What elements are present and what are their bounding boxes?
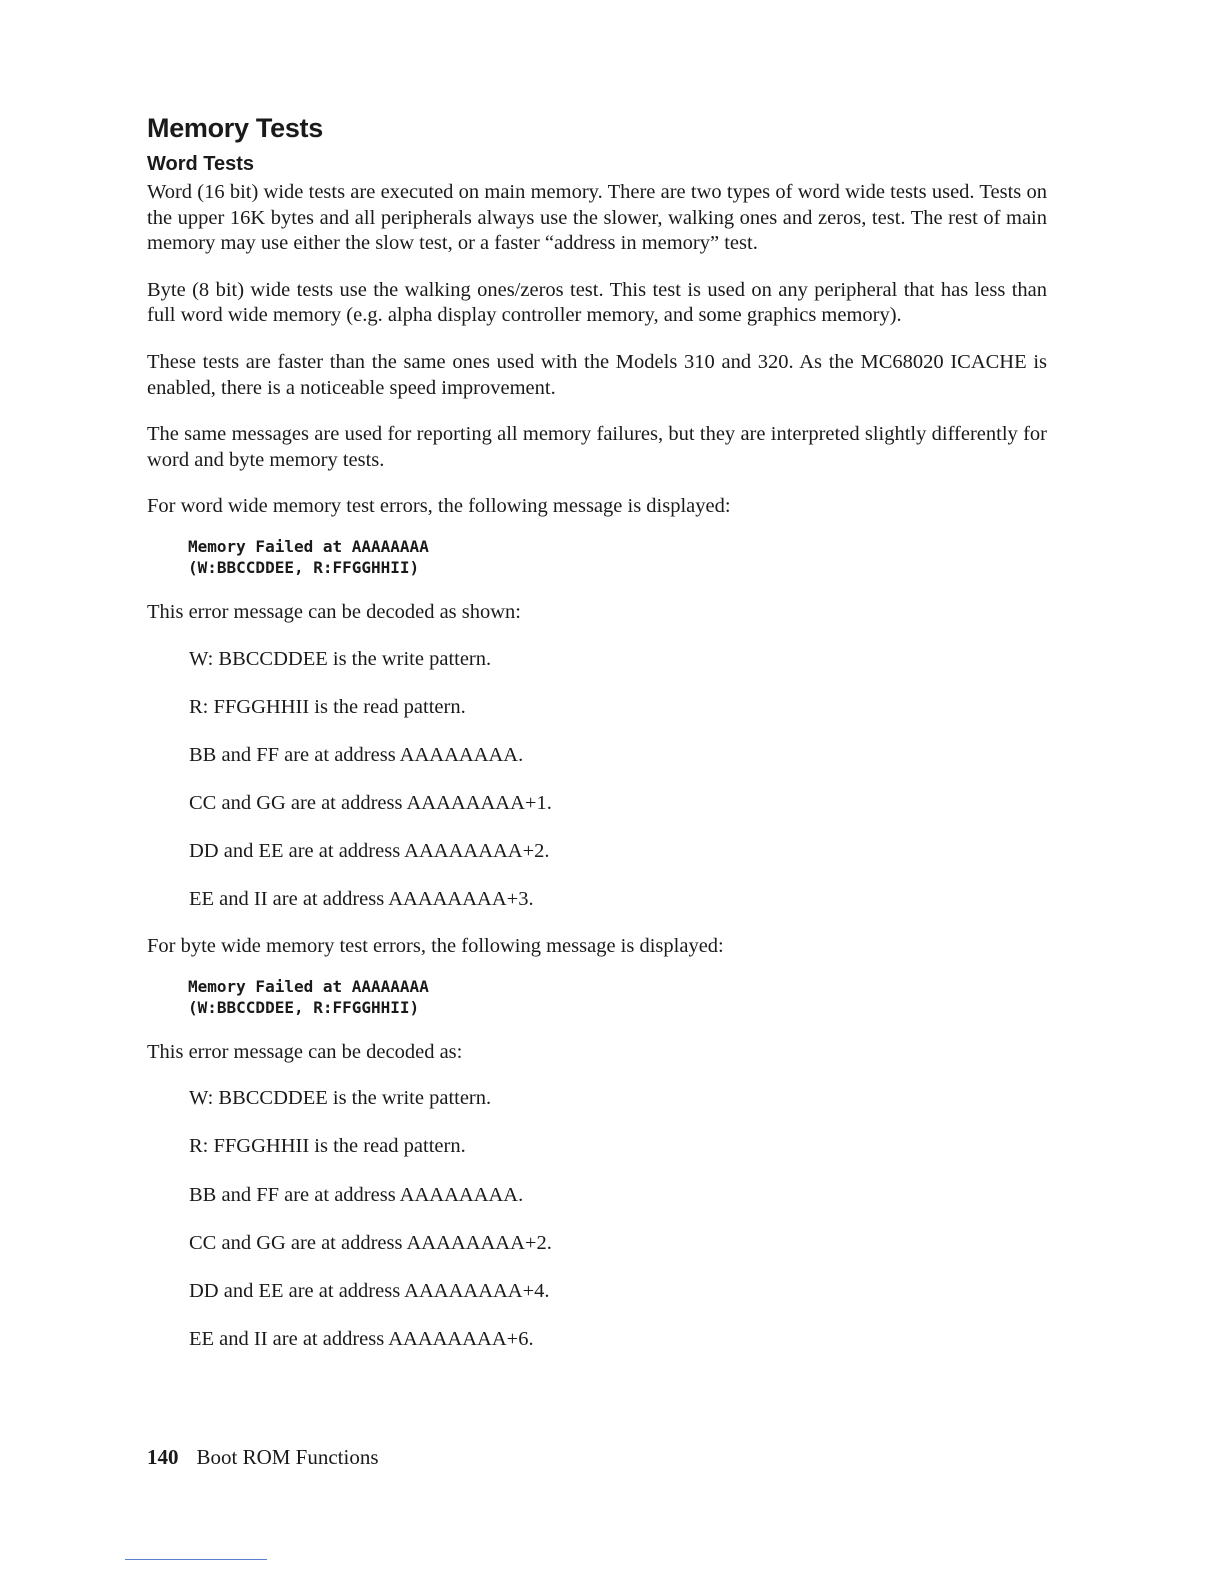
- page-title: Memory Tests: [147, 113, 323, 143]
- list-item: CC and GG are at address AAAAAAAA+2.: [189, 1231, 552, 1254]
- code-line: Memory Failed at AAAAAAAA: [188, 536, 429, 556]
- byte-decode-list: [189, 1086, 1047, 1353]
- page-footer: [147, 1444, 379, 1470]
- document-page: [147, 112, 1047, 1374]
- word-decode-list: [189, 647, 1047, 914]
- paragraph-word-tests: Word (16 bit) wide tests are executed on main memory. There are two types of word wide tests used. Tests on the upper 16K bytes and all peripherals always use the slower, walking ones and zeros, test. The rest of main memory may use either the slow test, or a faster “address in memory” test.: [147, 181, 1047, 255]
- list-item: CC and GG are at address AAAAAAAA+1.: [189, 792, 552, 815]
- paragraph-word-errors-intro: For word wide memory test errors, the following message is displayed:: [147, 495, 731, 518]
- page-number: 140: [147, 1445, 179, 1469]
- section-heading: Word Tests: [147, 153, 255, 175]
- list-item: DD and EE are at address AAAAAAAA+2.: [189, 840, 550, 863]
- list-item: BB and FF are at address AAAAAAAA.: [189, 743, 524, 766]
- paragraph-byte-tests: Byte (8 bit) wide tests use the walking ones/zeros test. This test is used on any peripheral that has less than full word wide memory (e.g. alpha display controller memory, and some graphics memory).: [147, 278, 1047, 327]
- list-item: BB and FF are at address AAAAAAAA.: [189, 1183, 524, 1206]
- paragraph-speed: These tests are faster than the same ones used with the Models 310 and 320. As the MC68020 ICACHE is enabled, there is a noticeable speed improvement.: [147, 350, 1047, 399]
- paragraph-byte-errors-intro: For byte wide memory test errors, the following message is displayed:: [147, 935, 724, 958]
- bottom-divider: [125, 1559, 267, 1560]
- code-line: (W:BBCCDDEE, R:FFGGHHII): [188, 557, 420, 577]
- paragraph-messages: The same messages are used for reporting all memory failures, but they are interpreted slightly differently for word and byte memory tests.: [147, 423, 1047, 471]
- list-item: W: BBCCDDEE is the write pattern.: [189, 1087, 492, 1110]
- list-item: EE and II are at address AAAAAAAA+3.: [189, 888, 534, 911]
- list-item: DD and EE are at address AAAAAAAA+4.: [189, 1280, 550, 1302]
- list-item: EE and II are at address AAAAAAAA+6.: [189, 1328, 534, 1351]
- footer-section-title: Boot ROM Functions: [196, 1445, 379, 1469]
- word-error-message: [188, 536, 1047, 578]
- list-item: W: BBCCDDEE is the write pattern.: [189, 647, 492, 670]
- list-item: R: FFGGHHII is the read pattern.: [189, 1135, 466, 1158]
- code-line: (W:BBCCDDEE, R:FFGGHHII): [188, 997, 420, 1017]
- list-item: R: FFGGHHII is the read pattern.: [189, 695, 466, 718]
- code-line: Memory Failed at AAAAAAAA: [188, 976, 429, 996]
- paragraph-word-decode-intro: This error message can be decoded as shown:: [147, 600, 521, 623]
- paragraph-byte-decode-intro: This error message can be decoded as:: [147, 1040, 463, 1063]
- byte-error-message: [188, 976, 1047, 1018]
